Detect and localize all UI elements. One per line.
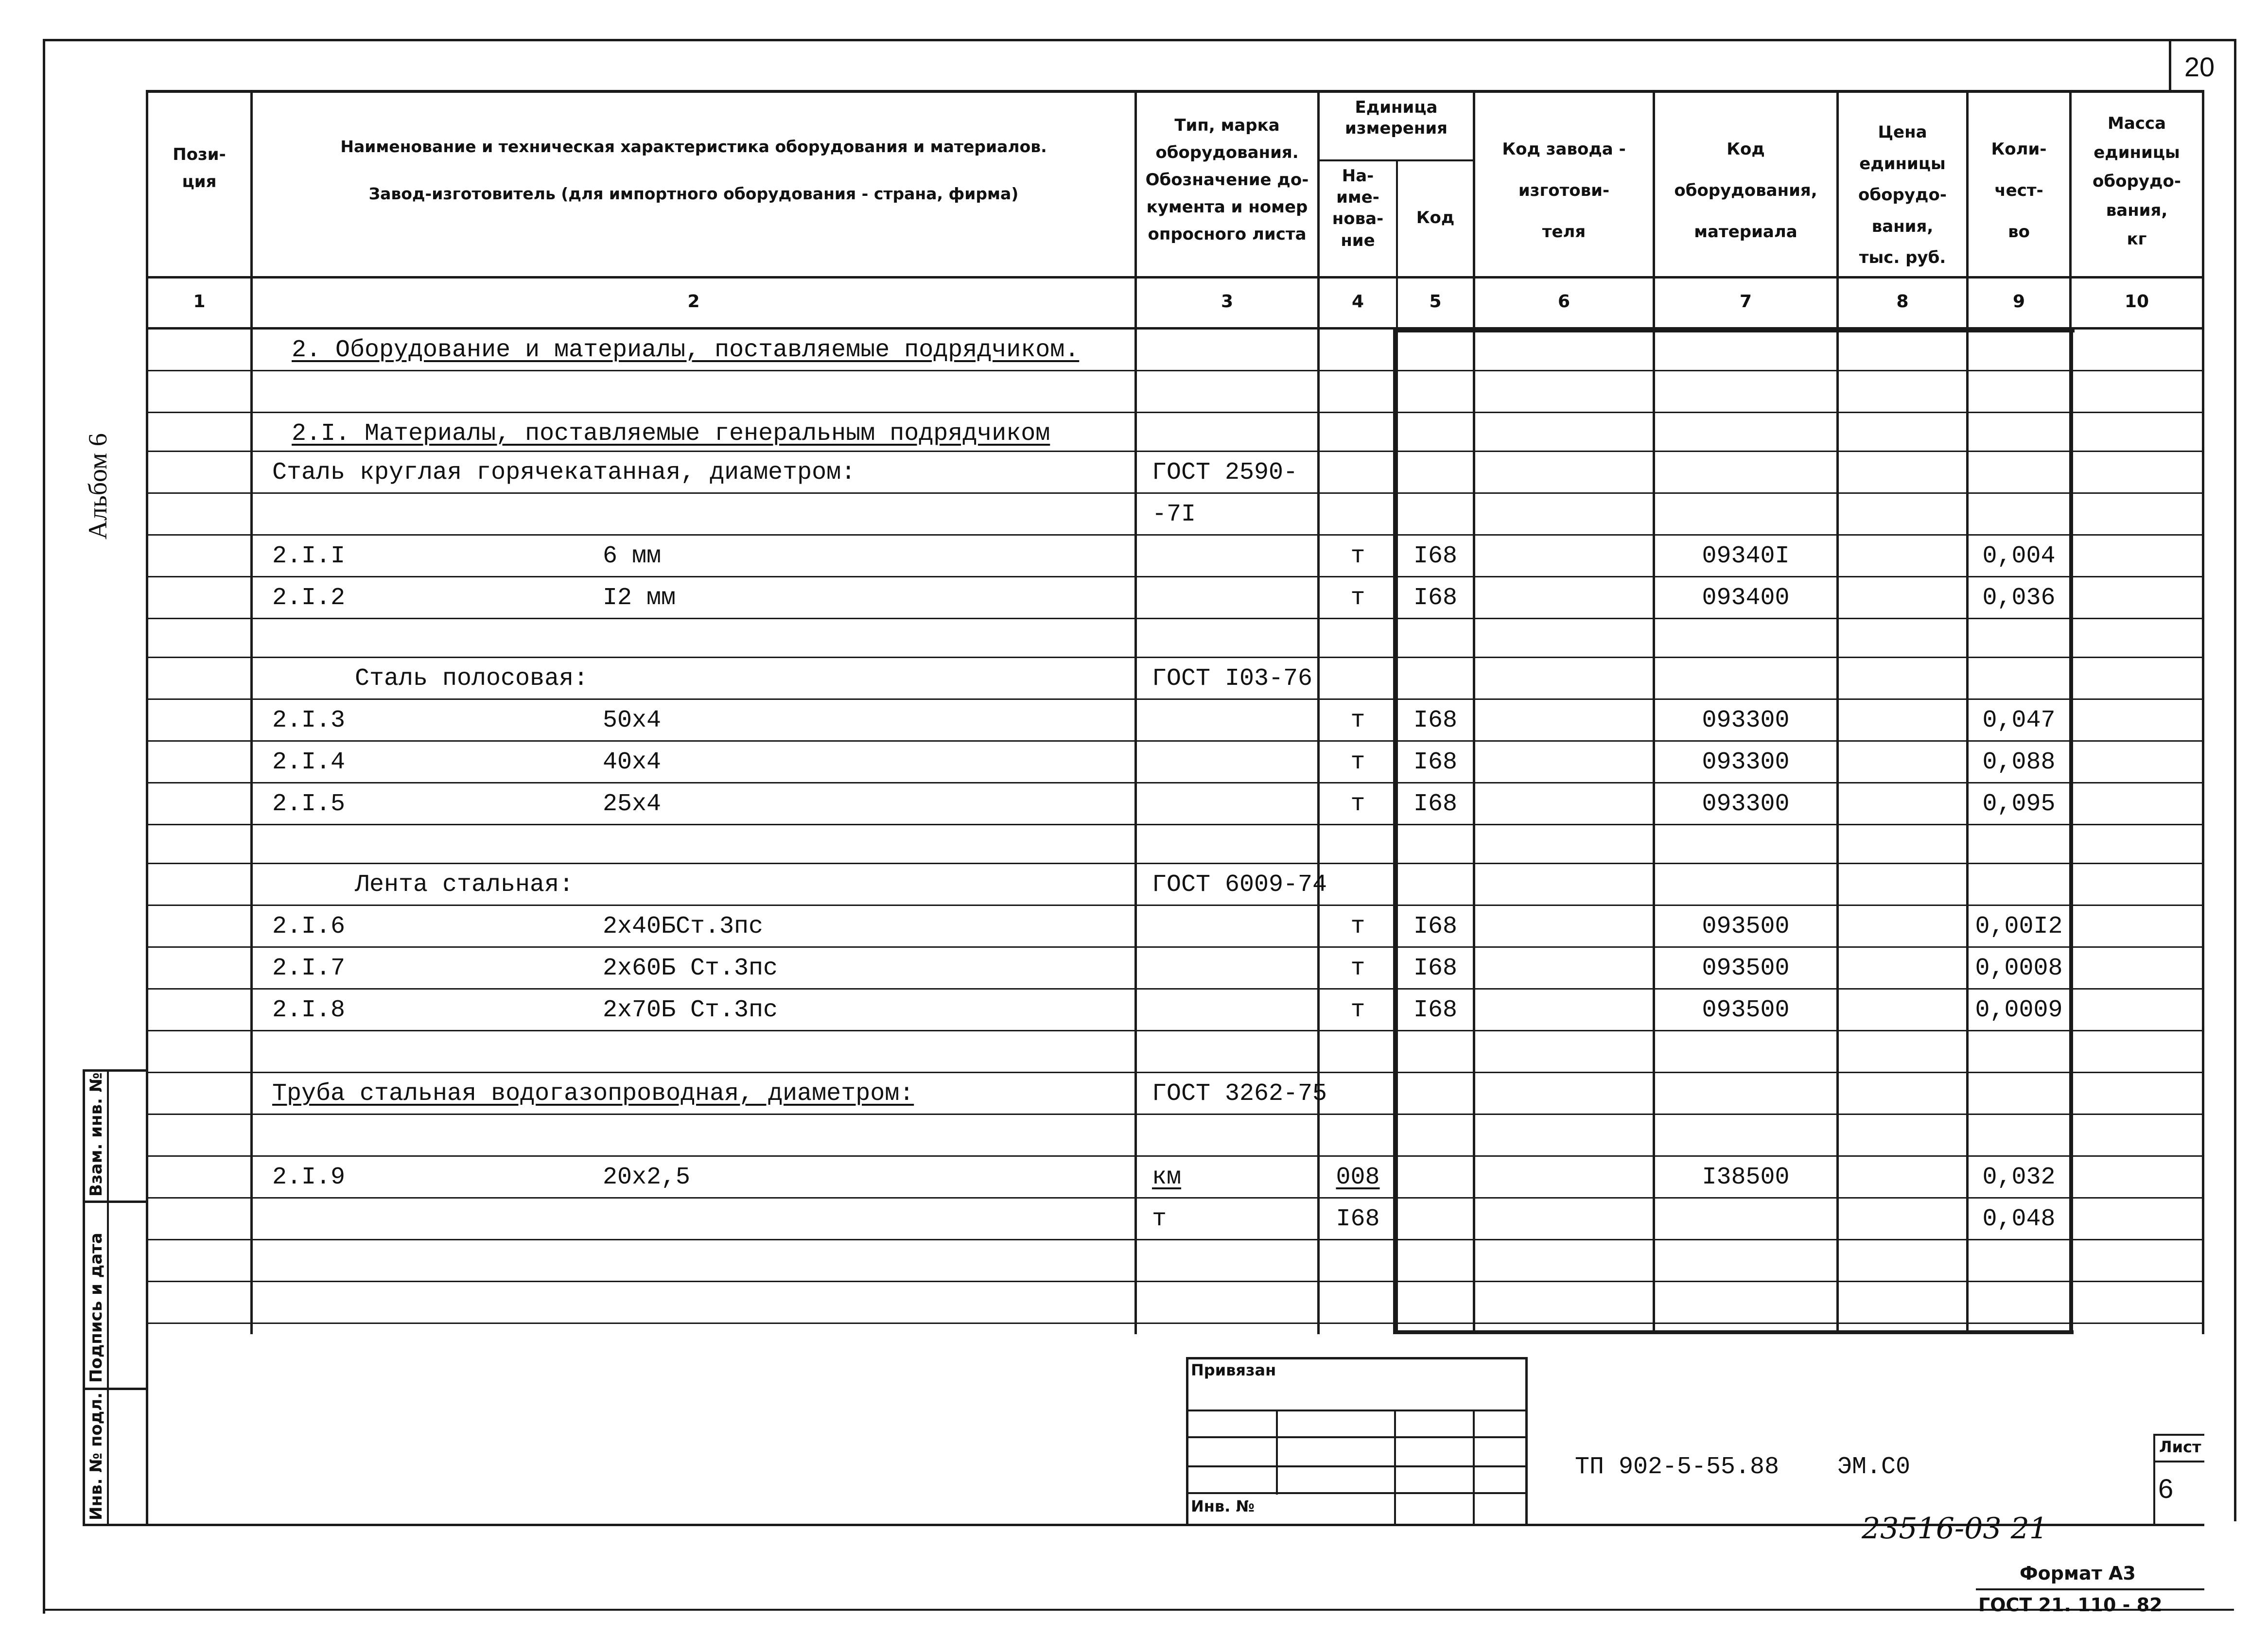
row-unit-code: I68 (1413, 790, 1457, 818)
header-price: Цена единицы оборудо- вания, тыс. руб. (1858, 122, 1947, 268)
album-label: Альбом 6 (83, 433, 112, 540)
row-position: 2.I.2 (272, 584, 346, 612)
row-unit: т (1350, 542, 1365, 570)
column-number: 3 (1221, 292, 1234, 312)
tb-h1 (1186, 1410, 1526, 1411)
column-number: 9 (2012, 292, 2025, 312)
header-quantity: Коли- чест- во (1991, 139, 2047, 242)
row-divider (146, 1114, 2204, 1115)
row-material-code: 093300 (1702, 790, 1790, 818)
archive-number: 23516-03 21 (1862, 1512, 2048, 1546)
row-unit-code: I68 (1413, 707, 1457, 734)
header-unit-group: Единица измерения (1345, 98, 1448, 138)
tb-sheet-box-top (2153, 1434, 2204, 1436)
row-divider (146, 905, 2204, 906)
header-mass: Масса единицы оборудо- вания, кг (2093, 114, 2181, 249)
tb-h2 (1186, 1436, 1526, 1438)
row-unit-code: I68 (1413, 748, 1457, 776)
column-number: 1 (193, 292, 206, 312)
header-name-line2: Завод-изготовитель (для импортного оборудования - страна, фирма) (368, 184, 1019, 203)
row-position: 2.I.I (272, 542, 346, 570)
row-position: 2.I.5 (272, 790, 346, 818)
row-divider (146, 492, 2204, 494)
row-document: ГОСТ 3262-75 (1152, 1080, 1327, 1108)
row-document: т (1152, 1205, 1167, 1233)
row-divider (146, 698, 2204, 700)
row-name: Труба стальная водогазопроводная, диаметром: (272, 1080, 914, 1108)
row-quantity: 0,032 (1982, 1164, 2056, 1191)
row-quantity: 0,00I2 (1975, 913, 2063, 940)
side-strip-div2 (83, 1388, 148, 1390)
corner-box-left (2169, 39, 2171, 92)
side-label-original-inv: Инв. № подл. (87, 1392, 106, 1520)
row-quantity: 0,0009 (1975, 996, 2063, 1024)
side-label-signature-date: Подпись и дата (87, 1233, 106, 1383)
format-rule (1976, 1588, 2204, 1590)
row-unit-code: I68 (1413, 913, 1457, 940)
thick-frame-bottom (1393, 1330, 2074, 1334)
tb-doc-mark: ЭМ.С0 (1837, 1453, 1911, 1481)
column-number: 7 (1739, 292, 1752, 312)
row-unit: т (1350, 790, 1365, 818)
side-strip-left (83, 1069, 85, 1526)
row-position: 2.I.9 (272, 1164, 346, 1191)
row-name: I2 мм (603, 584, 676, 612)
row-name: 2х70Б Ст.3пс (603, 996, 778, 1024)
row-name: 2х60Б Ст.3пс (603, 955, 778, 982)
row-material-code: 093500 (1702, 996, 1790, 1024)
tb-privyazan: Привязан (1191, 1361, 1276, 1379)
vline-1 (250, 90, 253, 1334)
tb-v3 (1473, 1410, 1475, 1525)
vline-10 (2202, 90, 2204, 1334)
row-document: ГОСТ 2590- (1152, 459, 1298, 487)
row-material-code: 093400 (1702, 584, 1790, 612)
row-name: 40х4 (603, 748, 662, 776)
row-divider (146, 946, 2204, 948)
header-position: Пози- ция (173, 145, 226, 192)
row-name: Сталь круглая горячекатанная, диаметром: (272, 459, 856, 487)
side-strip-top (83, 1069, 148, 1072)
row-quantity: 0,095 (1982, 790, 2056, 818)
row-unit-code: I68 (1413, 996, 1457, 1024)
row-divider (146, 657, 2204, 658)
vline-5 (1473, 90, 1475, 1334)
column-number: 8 (1896, 292, 1909, 312)
header-type: Тип, марка оборудования. Обозначение до- кумента и номер опросного листа (1145, 116, 1309, 244)
thick-frame-top (1394, 329, 2075, 332)
header-equipment-code: Код оборудования, материала (1674, 139, 1817, 242)
row-material-code: 093500 (1702, 913, 1790, 940)
row-name: 25х4 (603, 790, 662, 818)
row-material-code: 093300 (1702, 748, 1790, 776)
side-strip-div1 (83, 1201, 148, 1203)
row-name: 2х40БСт.3пс (603, 913, 764, 940)
column-number: 10 (2124, 292, 2149, 312)
row-divider (146, 1197, 2204, 1199)
row-document: -7I (1152, 501, 1196, 528)
frame-bottom (43, 1609, 2234, 1611)
corner-number: 20 (2184, 52, 2215, 82)
header-unit-code: Код (1416, 208, 1455, 227)
row-unit-code: I68 (1413, 584, 1457, 612)
tb-doc-code: ТП 902-5-55.88 (1575, 1453, 1780, 1481)
row-name: 2. Оборудование и материалы, поставляемые подрядчиком. (292, 336, 1080, 364)
row-position: 2.I.4 (272, 748, 346, 776)
column-number: 2 (687, 292, 700, 312)
row-quantity: 0,0008 (1975, 955, 2063, 982)
tb-sheet-number: 6 (2158, 1473, 2174, 1504)
header-name-line1: Наименование и техническая характеристика оборудования и материалов. (340, 137, 1047, 156)
row-unit: т (1350, 748, 1365, 776)
row-unit-code: I68 (1413, 955, 1457, 982)
row-divider (146, 782, 2204, 783)
vline-7 (1836, 90, 1839, 1334)
row-quantity: 0,047 (1982, 707, 2056, 734)
row-divider (146, 988, 2204, 990)
row-unit: т (1350, 913, 1365, 940)
row-name: 50х4 (603, 707, 662, 734)
row-quantity: 0,036 (1982, 584, 2056, 612)
row-divider (146, 1030, 2204, 1031)
row-divider (146, 824, 2204, 825)
row-divider (146, 370, 2204, 371)
frame-left (43, 39, 45, 1614)
row-unit: 008 (1336, 1164, 1380, 1191)
row-divider (146, 618, 2204, 619)
row-material-code: I38500 (1702, 1164, 1790, 1191)
tb-right (1525, 1357, 1528, 1525)
row-quantity: 0,088 (1982, 748, 2056, 776)
row-document: ГОСТ I03-76 (1152, 665, 1313, 693)
row-document: ГОСТ 6009-74 (1152, 871, 1327, 899)
row-divider (146, 451, 2204, 452)
row-material-code: 093500 (1702, 955, 1790, 982)
header-bottom-rule (146, 276, 2204, 278)
thick-frame-right (2069, 329, 2073, 1332)
side-label-replace-inv: Взам. инв. № (87, 1072, 106, 1197)
tb-sheet-box-left (2153, 1434, 2155, 1526)
row-divider (146, 1155, 2204, 1157)
row-material-code: 09340I (1702, 542, 1790, 570)
row-quantity: 0,048 (1982, 1205, 2056, 1233)
frame-top (43, 39, 2234, 41)
row-quantity: 0,004 (1982, 542, 2056, 570)
row-unit: т (1350, 996, 1365, 1024)
row-unit: т (1350, 955, 1365, 982)
row-unit-code: I68 (1413, 542, 1457, 570)
row-name: 20х2,5 (603, 1164, 691, 1191)
row-name: Сталь полосовая: (355, 665, 589, 693)
tb-h4 (1186, 1492, 1526, 1494)
row-position: 2.I.8 (272, 996, 346, 1024)
column-number: 6 (1557, 292, 1570, 312)
row-unit: т (1350, 707, 1365, 734)
row-divider (146, 1072, 2204, 1073)
tb-top (1186, 1357, 1526, 1359)
column-number: 4 (1351, 292, 1364, 312)
format-label: Формат А3 (2020, 1563, 2136, 1584)
side-strip-right (146, 1069, 148, 1526)
row-divider (146, 1323, 2204, 1324)
tb-left (1186, 1357, 1188, 1525)
row-name: 2.I. Материалы, поставляемые генеральным подрядчиком (292, 420, 1050, 448)
tb-sheet-box-mid (2153, 1461, 2204, 1462)
row-divider (146, 740, 2204, 742)
frame-right (2234, 39, 2236, 1521)
row-position: 2.I.6 (272, 913, 346, 940)
vline-2 (1134, 90, 1137, 1334)
column-number: 5 (1429, 292, 1442, 312)
standard-label: ГОСТ 21. 110 - 82 (1978, 1594, 2163, 1616)
row-material-code: 093300 (1702, 707, 1790, 734)
row-position: 2.I.3 (272, 707, 346, 734)
row-unit: т (1350, 584, 1365, 612)
header-factory-code: Код завода - изготови- теля (1502, 139, 1626, 242)
row-divider (146, 534, 2204, 536)
tb-inv-no: Инв. № (1191, 1497, 1255, 1515)
row-divider (146, 576, 2204, 577)
side-strip-inner (107, 1069, 109, 1526)
row-divider (146, 1281, 2204, 1282)
tb-sheet-label: Лист (2159, 1438, 2201, 1456)
row-unit: I68 (1336, 1205, 1380, 1233)
tb-v1 (1276, 1410, 1278, 1495)
tb-h3 (1186, 1465, 1526, 1467)
row-position: 2.I.7 (272, 955, 346, 982)
row-name: 6 мм (603, 542, 662, 570)
row-document: км (1152, 1164, 1182, 1191)
header-unit-name: На- име- нова- ние (1332, 166, 1384, 250)
row-name: Лента стальная: (355, 871, 574, 899)
row-divider (146, 863, 2204, 864)
row-divider (146, 412, 2204, 413)
table-top-rule (146, 90, 2204, 93)
row-divider (146, 1239, 2204, 1240)
tb-v2 (1394, 1410, 1396, 1525)
